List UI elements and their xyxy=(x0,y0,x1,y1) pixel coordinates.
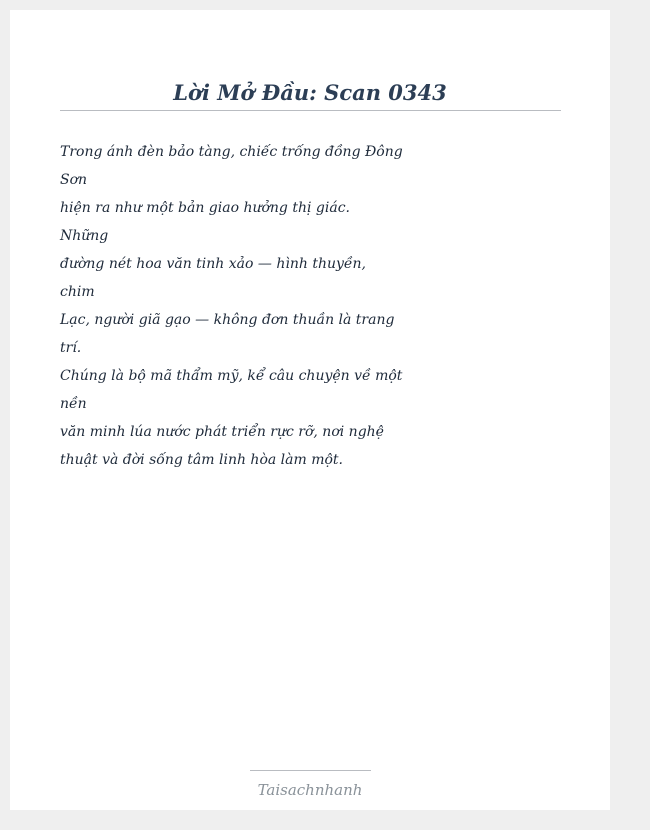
text-line: trí. xyxy=(60,340,82,356)
page-title: Lời Mở Đầu: Scan 0343 xyxy=(173,80,447,105)
footer-divider xyxy=(250,770,371,771)
text-line: văn minh lúa nước phát triển rực rỡ, nơi nghệ xyxy=(60,424,384,440)
text-line: Trong ánh đèn bảo tàng, chiếc trống đồng Đông xyxy=(60,144,403,160)
footer-credit: Taisachnhanh xyxy=(257,781,363,799)
title-divider xyxy=(60,110,561,111)
text-line: đường nét hoa văn tinh xảo — hình thuyền, xyxy=(60,256,366,272)
body-text xyxy=(60,138,403,474)
text-line: Lạc, người giã gạo — không đơn thuần là trang xyxy=(60,312,395,328)
text-line: Những xyxy=(60,228,109,244)
text-line: chim xyxy=(60,284,95,300)
document-page xyxy=(10,10,610,810)
text-line: thuật và đời sống tâm linh hòa làm một. xyxy=(60,452,343,468)
text-line: hiện ra như một bản giao hưởng thị giác. xyxy=(60,200,350,216)
text-line: Chúng là bộ mã thẩm mỹ, kể câu chuyện về một xyxy=(60,368,403,384)
text-line: Sơn xyxy=(60,172,88,188)
text-line: nền xyxy=(60,396,87,412)
